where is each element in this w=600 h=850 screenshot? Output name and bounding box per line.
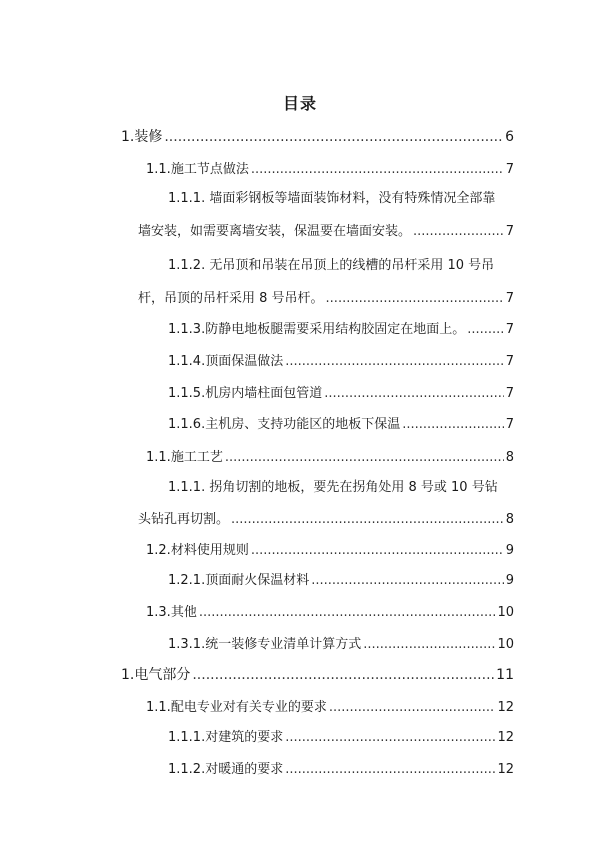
- toc-number: 1.1.: [146, 450, 171, 465]
- toc-entry-subsection[interactable]: [168, 760, 514, 780]
- toc-entry-subsection[interactable]: [168, 728, 514, 748]
- toc-number: 1.1.5.: [168, 386, 206, 401]
- toc-number: 1.1.1.: [168, 191, 206, 206]
- toc-number: 1.1.1.: [168, 730, 206, 745]
- dot-leader: [324, 384, 503, 404]
- toc-page: 10: [497, 605, 514, 620]
- dot-leader: [402, 415, 503, 435]
- toc-entry-section[interactable]: [146, 448, 514, 468]
- toc-page: 8: [505, 512, 514, 527]
- toc-text: 机房内墙柱面包管道: [205, 386, 323, 401]
- toc-page: 7: [505, 386, 514, 401]
- dot-leader: [251, 160, 504, 180]
- dot-leader: [329, 698, 496, 718]
- toc-entry-subsection[interactable]: [168, 415, 514, 435]
- toc-page: 9: [505, 543, 514, 558]
- toc-text: 主机房、支持功能区的地板下保温: [205, 417, 401, 432]
- toc-page: 10: [497, 637, 514, 652]
- toc-entry-subsection-line1[interactable]: [168, 478, 498, 498]
- toc-page: 6: [505, 129, 514, 145]
- dot-leader: [231, 510, 504, 530]
- toc-number: 1.3.1.: [168, 637, 206, 652]
- toc-page: 9: [505, 573, 514, 588]
- toc-entry-subsection-line1[interactable]: [168, 189, 495, 209]
- toc-page: 11: [496, 667, 514, 683]
- toc-entry-subsection-line2[interactable]: [138, 289, 514, 309]
- toc-page: 12: [497, 762, 514, 777]
- toc-entry-section[interactable]: [146, 160, 514, 180]
- toc-entry-section[interactable]: [146, 698, 514, 718]
- toc-number: 1.3.: [146, 605, 171, 620]
- toc-text: 其他: [170, 605, 197, 620]
- dot-leader: [192, 665, 494, 685]
- dot-leader: [326, 289, 504, 309]
- toc-text: 防静电地板腿需要采用结构胶固定在地面上。: [205, 322, 466, 337]
- toc-number: 1.: [121, 129, 135, 145]
- toc-text: 墙面彩钢板等墙面装饰材料，没有特殊情况全部靠: [209, 191, 496, 206]
- toc-text: 杆，吊顶的吊杆采用 8 号吊杆。: [138, 291, 324, 306]
- toc-text: 施工节点做法: [170, 162, 249, 177]
- toc-number: 1.1.4.: [168, 354, 206, 369]
- dot-leader: [413, 222, 504, 242]
- toc-entry-subsection-line1[interactable]: [168, 256, 494, 276]
- toc-entry-section[interactable]: [146, 541, 514, 561]
- dot-leader: [311, 571, 503, 591]
- toc-number: 1.1.1.: [168, 480, 206, 495]
- toc-page: 8: [505, 450, 514, 465]
- toc-text: 拐角切割的地板，要先在拐角处用 8 号或 10 号钻: [209, 480, 498, 495]
- dot-leader: [251, 541, 504, 561]
- toc-text: 电气部分: [134, 667, 191, 683]
- toc-page: 12: [497, 700, 514, 715]
- dot-leader: [467, 320, 503, 340]
- toc-entry-subsection[interactable]: [168, 320, 514, 340]
- toc-number: 1.1.6.: [168, 417, 206, 432]
- toc-entry-subsection-line2[interactable]: [138, 222, 514, 242]
- toc-text: 装修: [134, 129, 163, 145]
- toc-page: 7: [505, 322, 514, 337]
- toc-page: 7: [505, 354, 514, 369]
- toc-text: 材料使用规则: [170, 543, 249, 558]
- toc-text: 无吊顶和吊装在吊顶上的线槽的吊杆采用 10 号吊: [209, 258, 495, 273]
- toc-entry-subsection[interactable]: [168, 384, 514, 404]
- toc-number: 1.2.1.: [168, 573, 206, 588]
- toc-text: 对建筑的要求: [205, 730, 284, 745]
- toc-number: 1.1.: [146, 700, 171, 715]
- toc-title: 目录: [282, 94, 317, 113]
- toc-entry-chapter-1[interactable]: [121, 127, 514, 147]
- toc-page: 7: [505, 417, 514, 432]
- toc-text: 顶面保温做法: [205, 354, 284, 369]
- toc-number: 1.: [121, 667, 135, 683]
- dot-leader: [285, 760, 495, 780]
- toc-number: 1.1.2.: [168, 258, 206, 273]
- toc-entry-section[interactable]: [146, 603, 514, 623]
- toc-page: 12: [497, 730, 514, 745]
- dot-leader: [363, 635, 495, 655]
- toc-page: 7: [505, 291, 514, 306]
- toc-number: 1.1.2.: [168, 762, 206, 777]
- toc-number: 1.2.: [146, 543, 171, 558]
- dot-leader: [164, 127, 503, 147]
- toc-number: 1.1.: [146, 162, 171, 177]
- toc-entry-chapter-2[interactable]: [121, 665, 514, 685]
- toc-entry-subsection[interactable]: [168, 635, 514, 655]
- dot-leader: [285, 352, 503, 372]
- dot-leader: [285, 728, 495, 748]
- dot-leader: [225, 448, 504, 468]
- toc-page: 7: [505, 162, 514, 177]
- toc-text: 墙安装，如需要离墙安装，保温要在墙面安装。: [138, 224, 412, 239]
- dot-leader: [199, 603, 496, 623]
- toc-text: 施工工艺: [170, 450, 223, 465]
- toc-text: 头钻孔再切割。: [138, 512, 230, 527]
- toc-entry-subsection[interactable]: [168, 571, 514, 591]
- toc-text: 配电专业对有关专业的要求: [170, 700, 327, 715]
- toc-text: 对暖通的要求: [205, 762, 284, 777]
- toc-number: 1.1.3.: [168, 322, 206, 337]
- toc-entry-subsection-line2[interactable]: [138, 510, 514, 530]
- toc-text: 统一装修专业清单计算方式: [205, 637, 362, 652]
- toc-text: 顶面耐火保温材料: [205, 573, 310, 588]
- toc-entry-subsection[interactable]: [168, 352, 514, 372]
- toc-page: 7: [505, 224, 514, 239]
